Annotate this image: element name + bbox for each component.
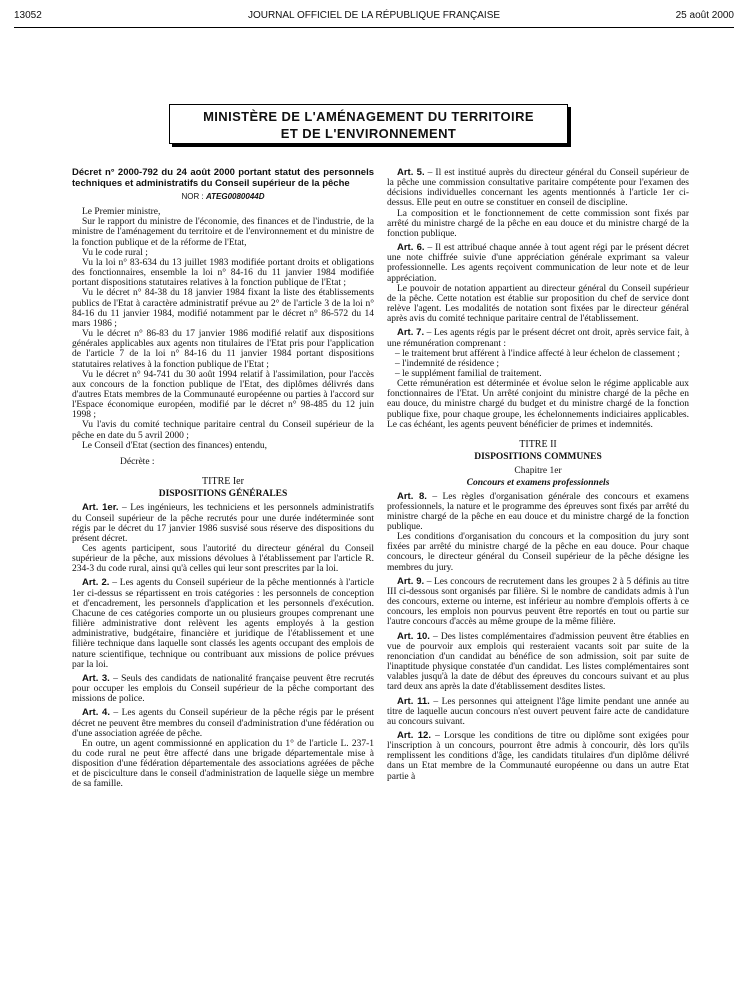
- article-7: [387, 328, 689, 348]
- art6-label: Art. 6.: [397, 242, 425, 254]
- article-5-p2: La composition et le fonctionnement de cette commission sont fixés par arrêté du ministre chargé de la pêche en eau douce et du ministre chargé de la fonction publique.: [387, 208, 689, 239]
- preamble-4: Vu le décret n° 84-38 du 18 janvier 1984 fixant la liste des établissements publics de l'Etat à caractère administratif prévue au 2° de l'article 3 de la loi n° 84-16 du 11 janvier 1984, modifié notamment par le décret n° 86-572 du 14 mars 1986 ;: [72, 288, 374, 329]
- article-3: [72, 674, 374, 704]
- art3-text: – Seuls des candidats de nationalité française peuvent être recrutés pour occuper les emplois du Conseil supérieur de la pêche comportant des missions de police.: [72, 673, 374, 705]
- preamble-7: Vu l'avis du comité technique paritaire central du Conseil supérieur de la pêche en date du 5 avril 2000 ;: [72, 420, 374, 441]
- art12-label: Art. 12.: [397, 729, 431, 741]
- list-item: – l'indemnité de résidence ;: [395, 358, 500, 369]
- page-header: [14, 10, 734, 26]
- titre-2-name: DISPOSITIONS COMMUNES: [474, 452, 602, 463]
- ministry-box: [169, 104, 568, 144]
- preamble-1: Sur le rapport du ministre de l'économie, des finances et de l'industrie, de la ministre de l'aménagement du territoire et de l'environnement et du ministre de la fonction publique et de la réforme de l'Etat,: [72, 217, 374, 248]
- article-4: [72, 708, 374, 738]
- article-1: [72, 503, 374, 544]
- ministry-line-2: ET DE L'ENVIRONNEMENT: [280, 126, 457, 141]
- journal-title: JOURNAL OFFICIEL DE LA RÉPUBLIQUE FRANÇAISE: [247, 10, 501, 21]
- page-number: 13052: [14, 10, 42, 21]
- art7-label: Art. 7.: [397, 327, 425, 339]
- preamble-0: Le Premier ministre,: [82, 207, 161, 218]
- article-11: [387, 697, 689, 727]
- art4-text: – Les agents du Conseil supérieur de la pêche régis par le présent décret ne peuvent être membres du conseil d'administration d'une fédération ou d'une association agréée de pêche.: [72, 708, 374, 739]
- article-10: [387, 632, 689, 693]
- titre-1-name: DISPOSITIONS GÉNÉRALES: [158, 489, 288, 500]
- article-12: [387, 731, 689, 782]
- art5-label: Art. 5.: [397, 167, 425, 178]
- art3-label: Art. 3.: [82, 672, 110, 684]
- nor-reference: [72, 192, 374, 202]
- chapitre-1: Chapitre 1er: [514, 466, 562, 477]
- header-rule: [14, 27, 734, 28]
- art5-text: – Il est institué auprès du directeur général du Conseil supérieur de la pêche une commission consultative paritaire compétente pour l'examen des décisions individuelles concernant les agents mentionnés à l'article 1er ci-dessus. Elle peut en outre se constituer en conseil de discipline.: [387, 168, 689, 209]
- titre-1: TITRE Ier: [202, 476, 244, 488]
- right-column: [387, 168, 689, 782]
- art1-label: Art. 1er.: [82, 502, 119, 514]
- article-8: [387, 492, 689, 533]
- art9-label: Art. 9.: [397, 575, 425, 587]
- art8-text: – Les règles d'organisation générale des concours et examens professionnels, la nature et le programme des épreuves sont fixés par arrêté du ministre chargé de la pêche en eau douce et du ministre chargé de la fonction publique.: [387, 491, 689, 532]
- art11-text: – Les personnes qui atteignent l'âge limite pendant une année au titre de laquelle aucun concours n'est ouvert peuvent faire acte de candidature au concours suivant.: [387, 696, 689, 727]
- art1-text: – Les ingénieurs, les techniciens et les personnels administratifs du Conseil supérieur de la pêche recrutés pour une durée indéterminée sont régis par le décret du 17 janvier 1986 susvisé sous réserve des dispositions du présent décret.: [72, 503, 374, 544]
- remuneration-list: [387, 349, 689, 379]
- decree-title: Décret n° 2000-792 du 24 août 2000 portant statut des personnels techniques et administratifs du Conseil supérieur de la pêche: [72, 167, 374, 189]
- nor-label: NOR :: [181, 192, 204, 201]
- preamble-6: Vu le décret n° 94-741 du 30 août 1994 relatif à l'assimilation, pour l'accès aux concours de la fonction publique de l'Etat, des diplômes délivrés dans d'autres Etats membres de la Communauté européenne ou parties à l'accord sur l'Espace économique européen, modifié par le décret n° 98-485 du 12 juin 1998 ;: [72, 369, 374, 421]
- article-6-p2: Le pouvoir de notation appartient au directeur général du Conseil supérieur de la pêche. Cette notation est établie sur proposition du chef de service dont relève l'agent. Les modalités de notation sont fixées par le directeur général après avis du comité technique paritaire central de l'établissement.: [387, 283, 689, 325]
- preamble-5: Vu le décret n° 86-83 du 17 janvier 1986 modifié relatif aux dispositions générales applicables aux agents non titulaires de l'Etat pris pour l'application de l'article 7 de la loi n° 84-16 du 11 janvier 1984 portant dispositions statutaires relatives à la fonction publique de l'Etat ;: [72, 329, 374, 370]
- art2-label: Art. 2.: [82, 577, 110, 589]
- preamble-2: Vu le code rural ;: [82, 247, 148, 258]
- left-column: [72, 168, 374, 790]
- art9-text: – Les concours de recrutement dans les groupes 2 à 5 définis au titre III ci-dessous sont organisés par filière. Si le nombre de candidats admis à l'un des concours, externe ou interne, est inférieur au nombre d'emplois offerts à ce concours, les emplois non pourvus peuvent être reportés en tout ou partie sur l'autre concours d'accès au même groupe de la même filière.: [387, 576, 689, 628]
- article-1-p2: Ces agents participent, sous l'autorité du directeur général du Conseil supérieur de la pêche, aux missions dévolues à l'établissement par l'article R. 234-3 du code rural, ainsi qu'à celles qui leur sont prescrites par la loi.: [72, 544, 374, 575]
- article-6: [387, 243, 689, 284]
- list-item: – le supplément familial de traitement.: [395, 368, 542, 379]
- list-item: – le traitement brut afférent à l'indice affecté à leur échelon de classement ;: [395, 348, 680, 359]
- nor-code: ATEG0080044D: [205, 192, 265, 201]
- art10-text: – Des listes complémentaires d'admission peuvent être établies en vue de pourvoir aux emplois qui resteraient vacants soit par suite de la renonciation d'un candidat au bénéfice de son admission, soit par suite de l'inaptitude physique constatée d'un candidat. Les listes complémentaires sont valables jusqu'à la date de début des épreuves du concours suivant et au plus tard deux ans après la date d'établissement desdites listes.: [387, 631, 689, 693]
- article-5: [387, 168, 689, 209]
- ministry-line-1: MINISTÈRE DE L'AMÉNAGEMENT DU TERRITOIRE: [203, 109, 534, 124]
- preamble-3: Vu la loi n° 83-634 du 13 juillet 1983 modifiée portant droits et obligations des fonctionnaires, ensemble la loi n° 84-16 du 11 janvier 1984 modifiée portant dispositions statutaires relatives à la fonction publique de l'Etat ;: [72, 257, 374, 289]
- article-2: [72, 578, 374, 669]
- decrete: Décrète :: [120, 456, 155, 467]
- preamble-8: Le Conseil d'Etat (section des finances) entendu,: [82, 440, 268, 451]
- art11-label: Art. 11.: [397, 695, 430, 707]
- chapitre-1-name: Concours et examens professionnels: [466, 478, 610, 489]
- titre-2: TITRE II: [519, 438, 557, 450]
- publication-date: 25 août 2000: [675, 10, 734, 21]
- article-4-p2: En outre, un agent commissionné en application du 1° de l'article L. 237-1 du code rural ne peut être affecté dans une brigade départementale mise à disposition d'une fédération départementale des associations agréées de pêche et de pisciculture dans le conseil d'administration de laquelle siège un membre de sa famille.: [72, 738, 374, 790]
- article-7-p2: Cette rémunération est déterminée et évolue selon le régime applicable aux fonctionnaires de l'Etat. Un arrêté conjoint du ministre chargé de la pêche en eau douce, du ministre chargé du budget et du ministre chargé de la fonction publique fixe, pour chaque groupe, les échelonnements indiciaires applicables. Le cas échéant, les agents peuvent bénéficier de primes et indemnités.: [387, 379, 689, 430]
- art7-text: – Les agents régis par le présent décret ont droit, après service fait, à une rémunération comprenant :: [387, 328, 689, 349]
- art12-text: – Lorsque les conditions de titre ou diplôme sont exigées pour l'inscription à un concours, pourront être admis à concourir, dès lors qu'ils remplissent les conditions d'âge, les candidats titulaires d'un diplôme délivré dans un Etat membre de la Communauté européenne ou dans un autre Etat partie à: [387, 730, 689, 782]
- art4-label: Art. 4.: [82, 707, 110, 719]
- art8-label: Art. 8.: [397, 490, 427, 502]
- art2-text: – Les agents du Conseil supérieur de la pêche mentionnés à l'article 1er ci-dessus se répartissent en trois catégories : les personnels de conception et d'encadrement, les personnels d'application et les personnels d'exécution. Chacune de ces catégories comporte un ou plusieurs groupes comprenant une filière administrative dont relèvent les agents employés à la gestion administrative, budgétaire, financière et juridique de l'établissement et une filière technique dans laquelle sont classés les agents occupant des emplois de nature scientifique, technique ou contribuant aux missions de police prévues par la loi.: [72, 578, 374, 670]
- art6-text: – Il est attribué chaque année à tout agent régi par le présent décret une note chiffrée suivie d'une appréciation générale exprimant sa valeur professionnelle. Les agents reçoivent communication de leur note et de leur appréciation.: [387, 243, 689, 284]
- article-9: [387, 577, 689, 628]
- art10-label: Art. 10.: [397, 630, 430, 642]
- article-8-p2: Les conditions d'organisation du concours et la composition du jury sont fixées par arrêté du ministre chargé de la pêche en eau douce. Pour chaque concours, le directeur général du Conseil supérieur de la pêche désigne les membres du jury.: [387, 532, 689, 573]
